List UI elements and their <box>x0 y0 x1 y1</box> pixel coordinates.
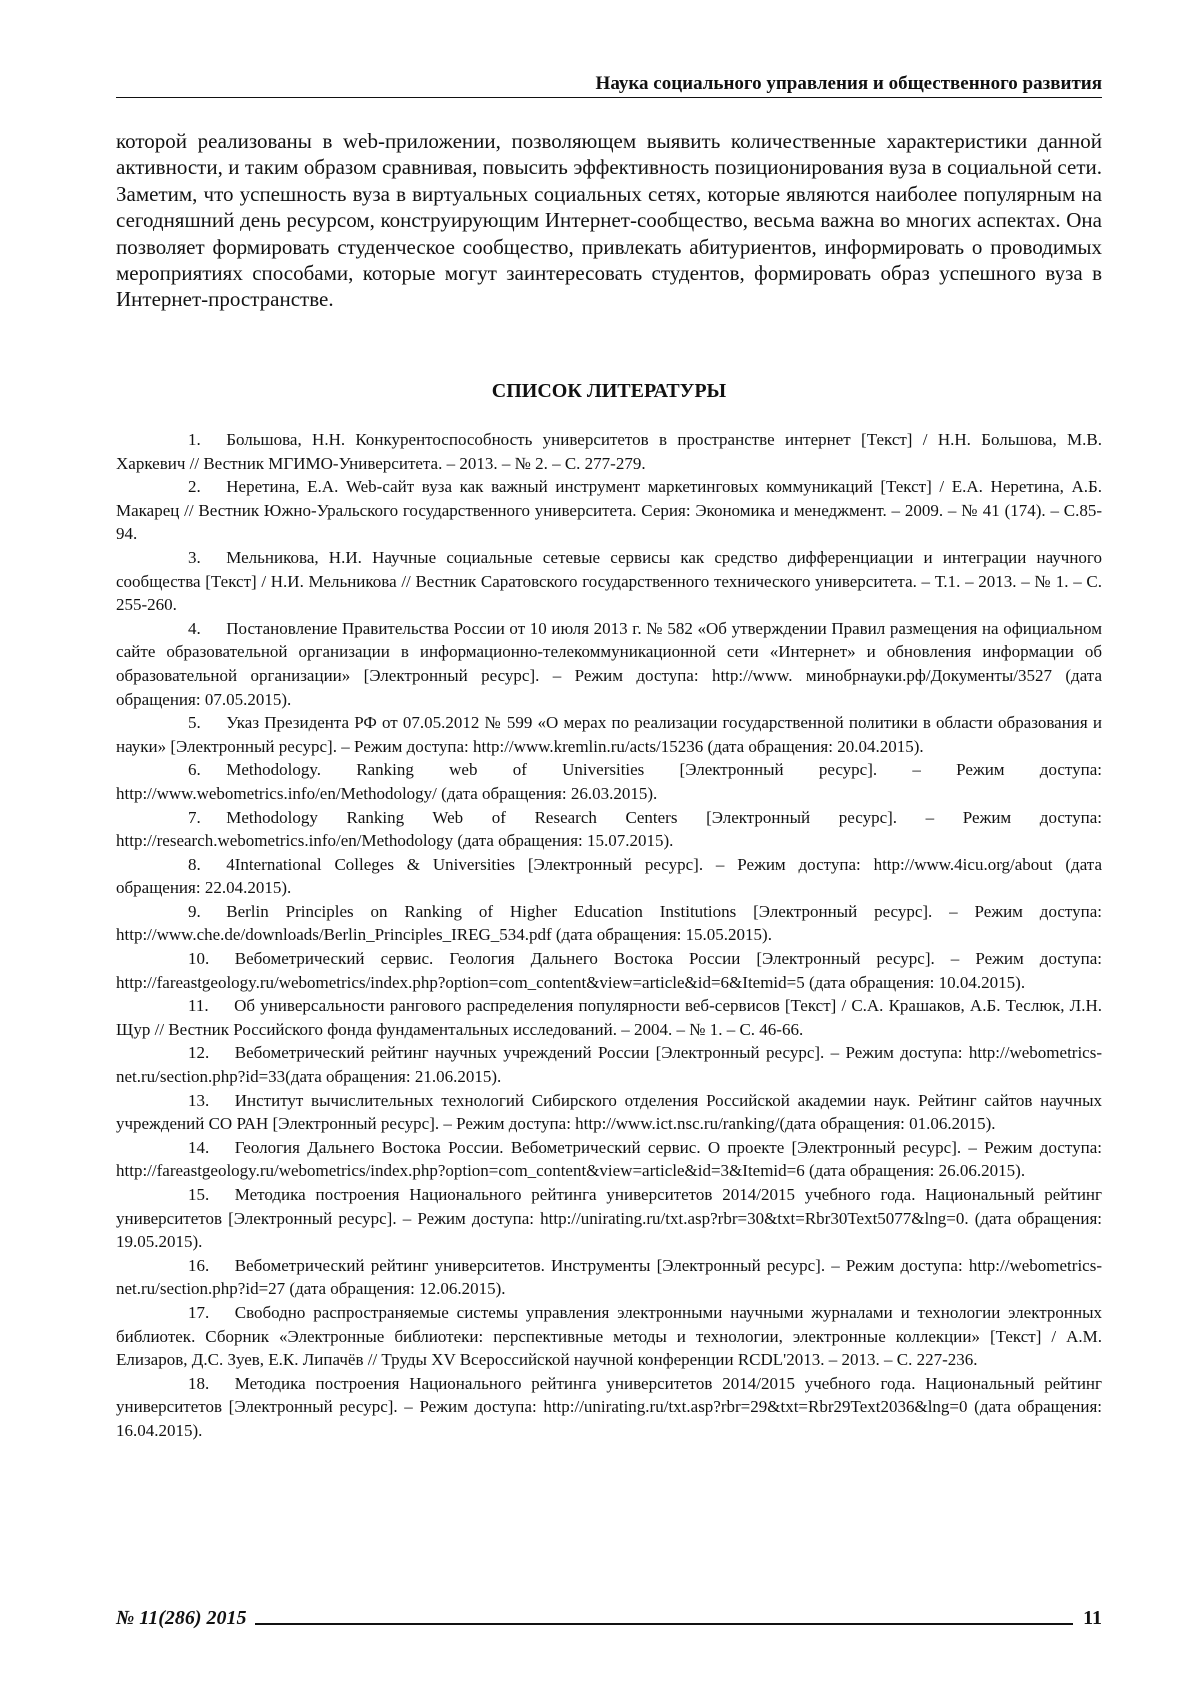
reference-number: 17. <box>188 1303 209 1322</box>
page-footer <box>116 1603 1102 1629</box>
body-paragraph: которой реализованы в web-приложении, позволяющем выявить количественные характеристики данной активности, и таким образом сравнивая, повысить эффективность позиционирования вуза в социальной сети. Заметим, что успешность вуза в виртуальных социальных сетях, которые являются наиболее популярным на сегодняшний день ресурсом, конструирующим Интернет-сообщество, весьма важна во многих аспектах. Она позволяет формировать студенческое сообщество, привлекать абитуриентов, информировать о проводимых мероприятиях способами, которые могут заинтересовать студентов, формировать образ успешного вуза в Интернет-пространстве. <box>116 128 1102 313</box>
reference-text: Постановление Правительства России от 10 июля 2013 г. № 582 «Об утверждении Правил размещения на официальном сайте образовательной организации в информационно-телекоммуникационной сети «Интернет» и обновления информации об образовательной организации» [Электронный ресурс]. – Режим доступа: http://www. минобрнауки.рф/Документы/3527 (дата обращения: 07.05.2015). <box>116 619 1102 709</box>
reference-text: Вебометрический рейтинг научных учреждений России [Электронный ресурс]. – Режим доступа: http://webometrics-net.ru/section.php?id=33(дата обращения: 21.06.2015). <box>116 1043 1102 1086</box>
reference-item <box>116 1136 1102 1183</box>
reference-text: Институт вычислительных технологий Сибирского отделения Российской академии наук. Рейтинг сайтов научных учреждений СО РАН [Электронный ресурс]. – Режим доступа: http://www.ict.nsc.ru/ranking/(дата обращения: 01.06.2015). <box>116 1091 1102 1134</box>
reference-item <box>116 947 1102 994</box>
reference-number: 5. <box>188 713 201 732</box>
reference-item <box>116 1183 1102 1254</box>
reference-text: Свободно распространяемые системы управления электронными научными журналами и технологии электронных библиотек. Сборник «Электронные библиотеки: перспективные методы и технологии, электронные коллекции» [Текст] / А.М. Елизаров, Д.С. Зуев, Е.К. Липачёв // Труды XV Всероссийской научной конференции RCDL'2013. – 2013. – С. 227-236. <box>116 1303 1102 1369</box>
reference-number: 1. <box>188 430 201 449</box>
reference-item <box>116 711 1102 758</box>
reference-item <box>116 900 1102 947</box>
reference-item <box>116 1254 1102 1301</box>
reference-item <box>116 1301 1102 1372</box>
reference-item <box>116 758 1102 805</box>
reference-number: 12. <box>188 1043 209 1062</box>
reference-text: Мельникова, Н.И. Научные социальные сетевые сервисы как средство дифференциации и интеграции научного сообщества [Текст] / Н.И. Мельникова // Вестник Саратовского государственного технического университета. – Т.1. – 2013. – № 1. – С. 255-260. <box>116 548 1102 614</box>
reference-item <box>116 1089 1102 1136</box>
reference-number: 3. <box>188 548 201 567</box>
references-title: СПИСОК ЛИТЕРАТУРЫ <box>116 378 1102 404</box>
reference-number: 4. <box>188 619 201 638</box>
reference-text: Methodology Ranking Web of Research Centers [Электронный ресурс]. – Режим доступа: http://research.webometrics.info/en/Methodology (дата обращения: 15.07.2015). <box>116 808 1102 851</box>
reference-number: 14. <box>188 1138 209 1157</box>
issue-number: № 11(286) 2015 <box>116 1607 247 1629</box>
reference-item <box>116 1372 1102 1443</box>
reference-item <box>116 1041 1102 1088</box>
reference-text: Вебометрический рейтинг университетов. Инструменты [Электронный ресурс]. – Режим доступа: http://webometrics-net.ru/section.php?id=27 (дата обращения: 12.06.2015). <box>116 1256 1102 1299</box>
reference-item <box>116 428 1102 475</box>
reference-text: Большова, Н.Н. Конкурентоспособность университетов в пространстве интернет [Текст] / Н.Н. Большова, М.В. Харкевич // Вестник МГИМО-Университета. – 2013. – № 2. – С. 277-279. <box>116 430 1102 473</box>
reference-text: Методика построения Национального рейтинга университетов 2014/2015 учебного года. Национальный рейтинг университетов [Электронный ресурс]. – Режим доступа: http://unirating.ru/txt.asp?rbr=30&txt=Rbr30Text5077&lng=0. (дата обращения: 19.05.2015). <box>116 1185 1102 1251</box>
reference-text: Об универсальности рангового распределения популярности веб-сервисов [Текст] / С.А. Крашаков, А.Б. Теслюк, Л.Н. Щур // Вестник Российского фонда фундаментальных исследований. – 2004. – № 1. – С. 46-66. <box>116 996 1102 1039</box>
reference-item <box>116 853 1102 900</box>
reference-number: 7. <box>188 808 201 827</box>
reference-text: Геология Дальнего Востока России. Вебометрический сервис. О проекте [Электронный ресурс]. – Режим доступа: http://fareastgeology.ru/webometrics/index.php?option=com_content&view=article&id=3&Itemid=6 (дата обращения: 26.06.2015). <box>116 1138 1102 1181</box>
running-header <box>116 72 1102 98</box>
reference-number: 16. <box>188 1256 209 1275</box>
page-number: 11 <box>1083 1607 1102 1629</box>
reference-number: 9. <box>188 902 201 921</box>
reference-number: 8. <box>188 855 201 874</box>
references-list <box>116 428 1102 1443</box>
reference-text: Указ Президента РФ от 07.05.2012 № 599 «О мерах по реализации государственной политики в области образования и науки» [Электронный ресурс]. – Режим доступа: http://www.kremlin.ru/acts/15236 (дата обращения: 20.04.2015). <box>116 713 1102 756</box>
journal-title: Наука социального управления и общественного развития <box>596 73 1102 94</box>
footer-rule <box>255 1623 1074 1625</box>
reference-item <box>116 994 1102 1041</box>
reference-number: 15. <box>188 1185 209 1204</box>
reference-text: Неретина, Е.А. Web-сайт вуза как важный инструмент маркетинговых коммуникаций [Текст] / Е.А. Неретина, А.Б. Макарец // Вестник Южно-Уральского государственного университета. Серия: Экономика и менеджмент. – 2009. – № 41 (174). – С.85-94. <box>116 477 1102 543</box>
reference-item <box>116 475 1102 546</box>
reference-text: Методика построения Национального рейтинга университетов 2014/2015 учебного года. Национальный рейтинг университетов [Электронный ресурс]. – Режим доступа: http://unirating.ru/txt.asp?rbr=29&txt=Rbr29Text2036&lng=0 (дата обращения: 16.04.2015). <box>116 1374 1102 1440</box>
reference-text: Вебометрический сервис. Геология Дальнего Востока России [Электронный ресурс]. – Режим доступа: http://fareastgeology.ru/webometrics/index.php?option=com_content&view=article&id=6&Itemid=5 (дата обращения: 10.04.2015). <box>116 949 1102 992</box>
reference-item <box>116 806 1102 853</box>
reference-text: Methodology. Ranking web of Universities [Электронный ресурс]. – Режим доступа: http://www.webometrics.info/en/Methodology/ (дата обращения: 26.03.2015). <box>116 760 1102 803</box>
reference-number: 6. <box>188 760 201 779</box>
reference-item <box>116 546 1102 617</box>
reference-text: Berlin Principles on Ranking of Higher Education Institutions [Электронный ресурс]. – Режим доступа: http://www.che.de/downloads/Berlin_Principles_IREG_534.pdf (дата обращения: 15.05.2015). <box>116 902 1102 945</box>
reference-number: 18. <box>188 1374 209 1393</box>
reference-text: 4International Colleges & Universities [Электронный ресурс]. – Режим доступа: http://www.4icu.org/about (дата обращения: 22.04.2015). <box>116 855 1102 898</box>
document-page <box>0 0 1200 1698</box>
reference-number: 10. <box>188 949 209 968</box>
reference-number: 11. <box>188 996 209 1015</box>
reference-item <box>116 617 1102 711</box>
reference-number: 2. <box>188 477 201 496</box>
reference-number: 13. <box>188 1091 209 1110</box>
